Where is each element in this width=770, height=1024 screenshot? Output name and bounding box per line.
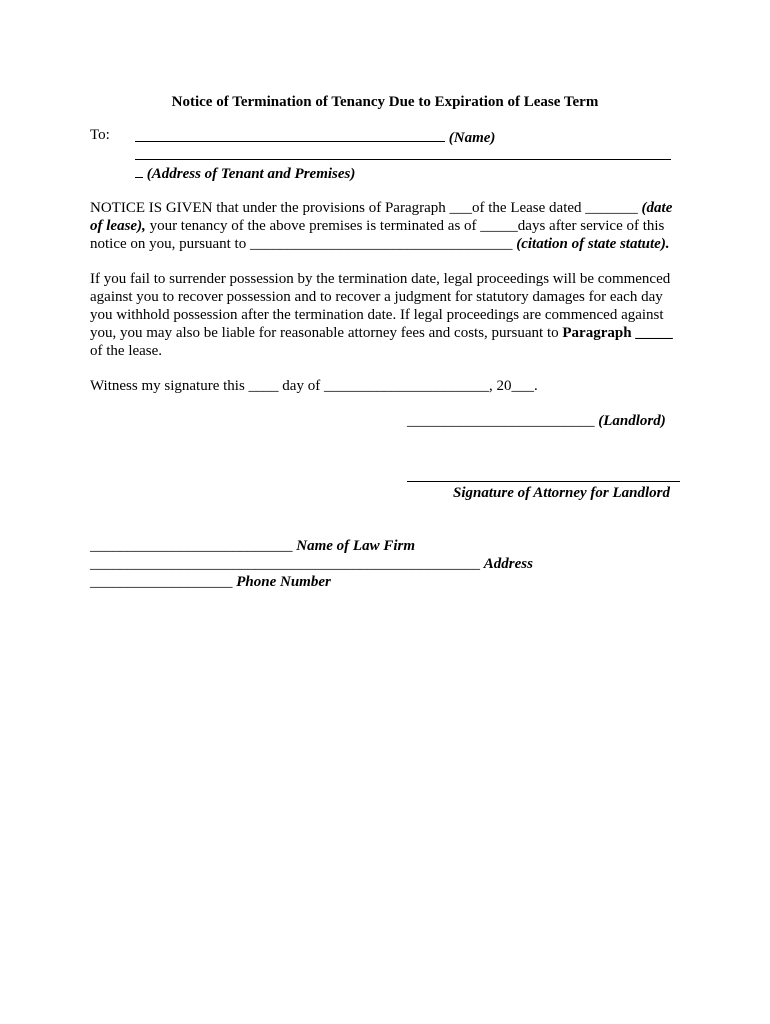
law-firm-field — [90, 538, 415, 555]
tenant-address-field — [135, 163, 355, 183]
notice-text-1: NOTICE IS GIVEN that under the provisions of Paragraph ___of the Lease dated _______ — [90, 200, 642, 216]
tenant-address-blank-short — [135, 163, 143, 178]
tenant-name-blank — [135, 127, 445, 142]
notice-paragraph — [90, 199, 680, 253]
landlord-label: (Landlord) — [598, 413, 666, 429]
attorney-signature-blank — [407, 481, 680, 482]
attorney-signature-label: Signature of Attorney for Landlord — [453, 485, 670, 501]
tenant-address-blank — [135, 159, 671, 160]
to-label: To: — [90, 127, 110, 143]
witness-line: Witness my signature this ____ day of ______________________, 20___. — [90, 378, 538, 394]
law-firm-blank: ___________________________ — [90, 538, 293, 554]
phone-label: Phone Number — [236, 574, 331, 590]
notice-statute-citation: (citation of state statute). — [516, 236, 670, 252]
notice-text-2: your tenancy of the above premises is terminated as of _____days after service of this notice on you, pursuant to ___________________________________ — [90, 218, 665, 252]
law-firm-label: Name of Law Firm — [296, 538, 415, 554]
firm-address-label: Address — [483, 556, 533, 572]
notice-date-of-lease: (date of lease), — [90, 200, 673, 234]
landlord-signature-blank: _________________________ — [407, 413, 595, 429]
proceedings-text-1: If you fail to surrender possession by the termination date, legal proceedings will be commenced against you to recover possession and to recover a judgment for statutory damages for each day you withhold possession after the termination date. If legal proceedings are commenced against you, you may also be liable for reasonable attorney fees and costs, pursuant to — [90, 271, 671, 341]
firm-address-blank: ____________________________________________________ — [90, 556, 480, 572]
proceedings-text-2: of the lease. — [90, 343, 163, 359]
phone-blank: ___________________ — [90, 574, 233, 590]
proceedings-paragraph — [90, 270, 680, 360]
document-title: Notice of Termination of Tenancy Due to Expiration of Lease Term — [171, 94, 599, 110]
tenant-name-field — [135, 127, 495, 147]
phone-field — [90, 574, 331, 591]
firm-address-field — [90, 556, 533, 573]
tenant-name-label: (Name) — [448, 130, 496, 146]
landlord-signature — [407, 413, 666, 430]
proceedings-paragraph-ref: Paragraph _____ — [562, 325, 673, 341]
tenant-address-label: (Address of Tenant and Premises) — [146, 166, 356, 182]
